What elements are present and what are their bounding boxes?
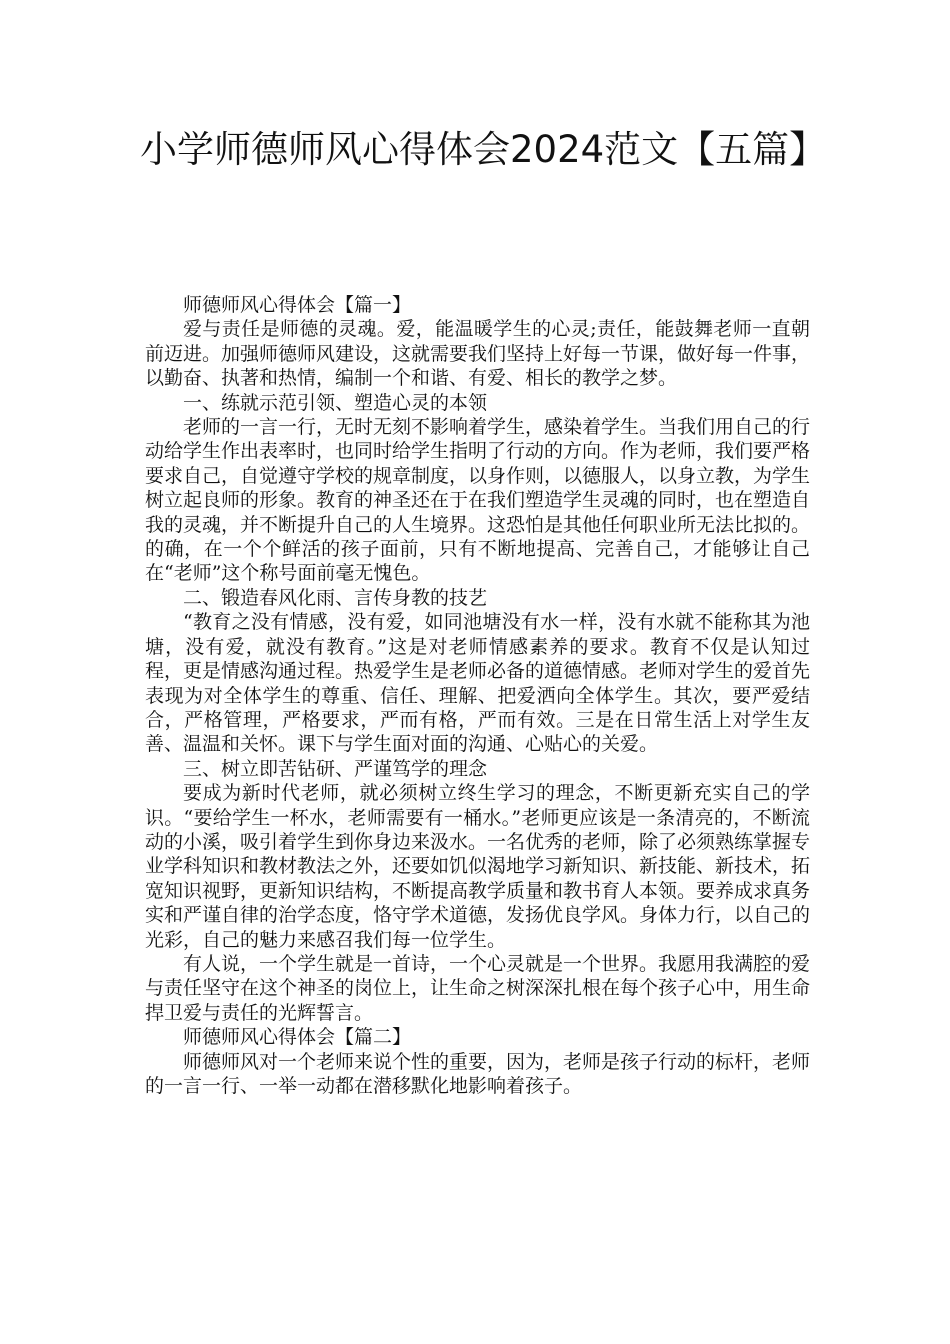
paragraph-three: 要成为新时代老师，就必须树立终生学习的理念，不断更新充实自己的学识。“要给学生一杯水，老师需要有一桶水。”老师更应该是一条清亮的，不断流动的小溪，吸引着学生到你身边来汲水。一名优秀的老师，除了必须熟练掌握专业学科知识和教材教法之外，还要如饥似渴地学习新知识、新技能、新技术，拓宽知识视野，更新知识结构，不断提高教学质量和教书育人本领。要养成求真务实和严谨自律的治学态度，恪守学术道德，发扬优良学风。身体力行，以自己的光彩，自己的魅力来感召我们每一位学生。 bbox=[145, 782, 811, 951]
document-title: 小学师德师风心得体会2024范文【五篇】 bbox=[140, 128, 827, 171]
paragraph-intro: 爱与责任是师德的灵魂。爱，能温暖学生的心灵;责任，能鼓舞老师一直朝前迈进。加强师德师风建设，这就需要我们坚持上好每一节课，做好每一件事，以勤奋、执著和热情，编制一个和谐、有爱、相长的教学之梦。 bbox=[145, 318, 811, 390]
subheading-one: 一、练就示范引领、塑造心灵的本领 bbox=[183, 391, 488, 414]
section-heading-part-one: 师德师风心得体会【篇一】 bbox=[183, 294, 412, 316]
subheading-three: 三、树立即苦钻研、严谨笃学的理念 bbox=[183, 757, 488, 780]
paragraph-part-two: 师德师风对一个老师来说个性的重要，因为，老师是孩子行动的标杆，老师的一言一行、一举一动都在潜移默化地影响着孩子。 bbox=[145, 1050, 811, 1097]
section-heading-part-two: 师德师风心得体会【篇二】 bbox=[183, 1026, 412, 1049]
paragraph-two: “教育之没有情感，没有爱，如同池塘没有水一样，没有水就不能称其为池塘，没有爱，就没有教育。”这是对老师情感素养的要求。教育不仅是认知过程，更是情感沟通过程。热爱学生是老师必备的道德情感。老师对学生的爱首先表现为对全体学生的尊重、信任、理解、把爱洒向全体学生。其次，要严爱结合，严格管理，严格要求，严而有格，严而有效。三是在日常生活上对学生友善、温温和关怀。课下与学生面对面的沟通、心贴心的关爱。 bbox=[145, 611, 811, 756]
document-body bbox=[145, 293, 810, 1098]
paragraph-one: 老师的一言一行，无时无刻不影响着学生，感染着学生。当我们用自己的行动给学生作出表率时，也同时给学生指明了行动的方向。作为老师，我们要严格要求自己，自觉遵守学校的规章制度，以身作则，以德服人，以身立教，为学生树立起良师的形象。教育的神圣还在于在我们塑造学生灵魂的同时，也在塑造自我的灵魂，并不断提升自己的人生境界。这恐怕是其他任何职业所无法比拟的。的确，在一个个鲜活的孩子面前，只有不断地提高、完善自己，才能够让自己在“老师”这个称号面前毫无愧色。 bbox=[145, 416, 811, 585]
subheading-two: 二、锻造春风化雨、言传身教的技艺 bbox=[183, 586, 488, 609]
paragraph-conclusion: 有人说，一个学生就是一首诗，一个心灵就是一个世界。我愿用我满腔的爱与责任坚守在这个神圣的岗位上，让生命之树深深扎根在每个孩子心中，用生命捍卫爱与责任的光辉誓言。 bbox=[145, 952, 811, 1024]
